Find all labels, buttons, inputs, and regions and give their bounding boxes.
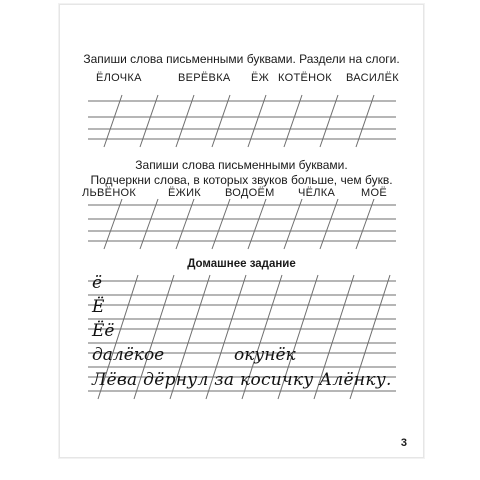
word: ЁЖИК xyxy=(168,187,202,199)
page-number: 3 xyxy=(400,437,407,449)
word: ЧЁЛКА xyxy=(298,187,336,199)
word: ЁЛОЧКА xyxy=(96,72,142,84)
handwritten-letter-pair: Ёё xyxy=(92,321,115,341)
exercise2-instruction-line1: Запиши слова письменными буквами. xyxy=(135,158,348,172)
word: МОЁ xyxy=(361,187,387,199)
handwritten-word: далёкое xyxy=(92,345,165,365)
exercise2-instruction-line2: Подчеркни слова, в которых звуков больше, чем букв. xyxy=(90,173,393,187)
word: ЁЖ xyxy=(251,72,270,84)
exercise1-instruction: Запиши слова письменными буквами. Раздели на слоги. xyxy=(83,52,400,66)
handwritten-letter: ё xyxy=(92,273,103,293)
homework-title: Домашнее задание xyxy=(187,258,296,270)
word: ВОДОЁМ xyxy=(225,187,275,199)
word: КОТЁНОК xyxy=(278,72,332,84)
word: ВАСИЛЁК xyxy=(346,72,399,84)
handwritten-sentence: Лёва дёрнул за косичку Алёнку. xyxy=(92,370,392,390)
word: ВЕРЁВКА xyxy=(178,72,231,84)
handwritten-word: окунёк xyxy=(234,345,296,365)
handwritten-letter: Ё xyxy=(92,297,105,317)
word: ЛЬВЁНОК xyxy=(82,187,137,199)
workbook-page xyxy=(59,4,424,458)
